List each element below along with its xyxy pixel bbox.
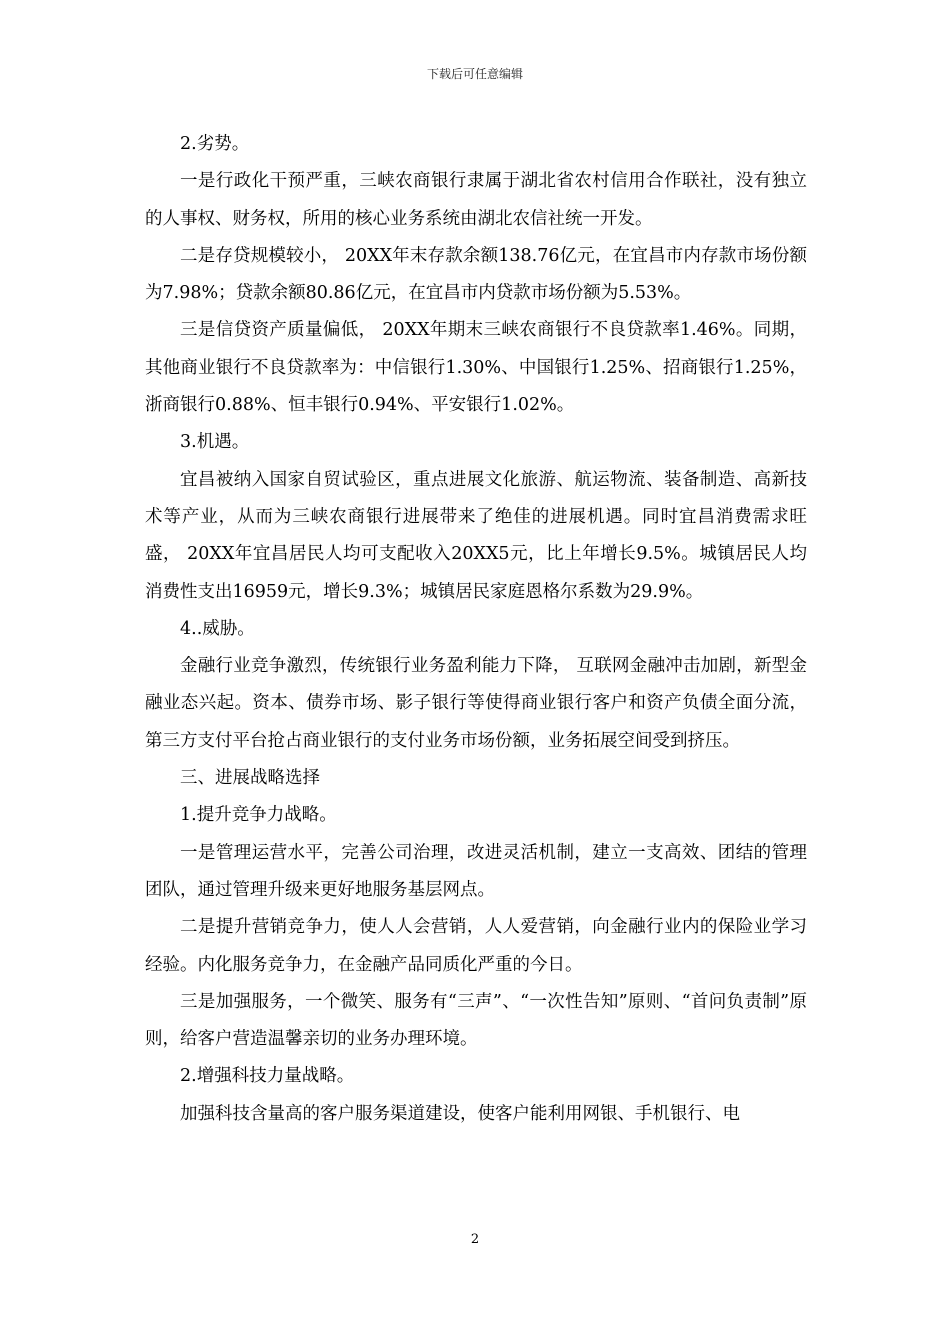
page-number: 2 [470, 1232, 480, 1247]
section-heading-opportunities: 3.机遇。 [180, 432, 250, 453]
paragraph: 一是管理运营水平，完善公司治理，改进灵活机制，建立一支高效、团结的管理团队，通过管理升级来更好地服务基层网点。 [145, 842, 807, 900]
document-body [145, 126, 807, 1133]
subsection-heading-technology: 2.增强科技力量战略。 [180, 1066, 355, 1087]
page-header: 下载后可任意编辑 [426, 67, 523, 81]
paragraph: 一是行政化干预严重，三峡农商银行隶属于湖北省农村信用合作联社，没有独立的人事权、财务权，所用的核心业务系统由湖北农信社统一开发。 [145, 171, 807, 229]
paragraph: 二是提升营销竞争力，使人人会营销，人人爱营销，向金融行业内的保险业学习经验。内化服务竞争力，在金融产品同质化严重的今日。 [145, 917, 807, 975]
paragraph: 三是加强服务，一个微笑、服务有“三声”、“一次性告知”原则、“首问负责制”原则，给客户营造温馨亲切的业务办理环境。 [145, 991, 807, 1050]
section-heading-threats: 4..威胁。 [180, 618, 255, 639]
paragraph: 宜昌被纳入国家自贸试验区，重点进展文化旅游、航运物流、装备制造、高新技术等产业，从而为三峡农商银行进展带来了绝佳的进展机遇。同时宜昌消费需求旺盛， 20XX年宜昌居民人均可支配收入20XX5元，比上年增长9.5%。城镇居民人均消费性支出16959元，增长9.3%；城镇居民家庭恩格尔系数为29.9%。 [145, 469, 807, 602]
section-heading-strategy: 三、进展战略选择 [180, 768, 320, 789]
paragraph: 二是存贷规模较小， 20XX年末存款余额138.76亿元，在宜昌市内存款市场份额为7.98%；贷款余额80.86亿元，在宜昌市内贷款市场份额为5.53%。 [145, 245, 807, 304]
paragraph: 金融行业竞争激烈，传统银行业务盈利能力下降， 互联网金融冲击加剧，新型金融业态兴起。资本、债券市场、影子银行等使得商业银行客户和资产负债全面分流，第三方支付平台抢占商业银行的支付业务市场份额，业务拓展空间受到挤压。 [145, 656, 807, 751]
subsection-heading-competitiveness: 1.提升竞争力战略。 [180, 805, 337, 826]
paragraph: 加强科技含量高的客户服务渠道建设，使客户能利用网银、手机银行、电 [180, 1103, 740, 1124]
section-heading-weaknesses: 2.劣势。 [180, 134, 250, 154]
paragraph: 三是信贷资产质量偏低， 20XX年期末三峡农商银行不良贷款率1.46%。同期，其他商业银行不良贷款率为：中信银行1.30%、中国银行1.25%、招商银行1.25%，浙商银行0.88%、恒丰银行0.94%、平安银行1.02%。 [145, 320, 807, 416]
